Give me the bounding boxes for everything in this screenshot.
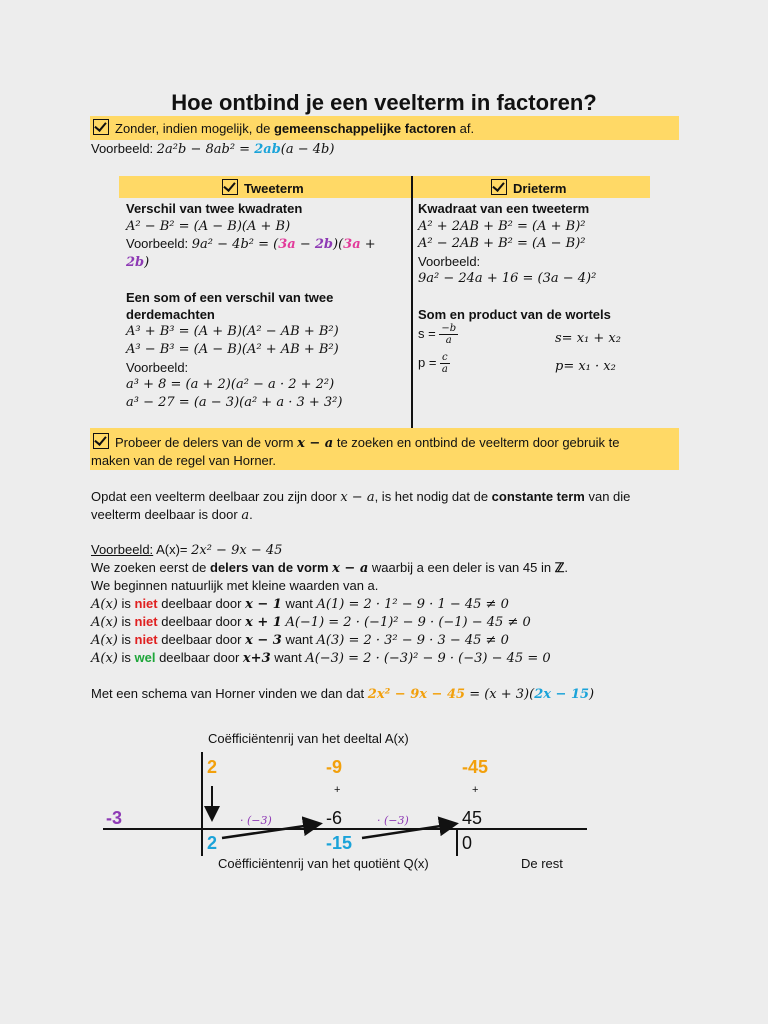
s-num: −b (441, 323, 457, 334)
example-label-underlined: Voorbeeld: (91, 542, 154, 557)
example-lhs: 2a²b − 8ab² = (156, 142, 255, 157)
left-ex-g: + (360, 237, 376, 252)
mul-label-1: · (−3) (240, 814, 272, 827)
left-heading-1: Verschil van twee kwadraten (126, 201, 303, 216)
row-ax: A(x) (91, 651, 118, 666)
row-calc: A(−1) = 2 · (−1)² − 9 · (−1) − 45 ≠ 0 (285, 615, 531, 630)
left-ex-f: 3a (343, 237, 361, 252)
horner-top-label: Coëfficiëntenrij van het deeltal A(x) (208, 731, 409, 746)
para-l1b: x − a (340, 490, 375, 505)
quot-2: -15 (326, 833, 353, 853)
right-ex-label: Voorbeeld: (418, 254, 481, 269)
horner-bottom-label: Coëfficiëntenrij van het quotiënt Q(x) (218, 856, 429, 871)
left-ex2-label: Voorbeeld: (126, 360, 189, 375)
plus-2: + (472, 784, 479, 796)
left-heading-2b: derdemachten (126, 307, 215, 322)
example-poly: 2x² − 9x − 45 (191, 543, 283, 558)
row-mid: deelbaar door (157, 596, 246, 611)
para-l1a: Opdat een veelterm deelbaar zou zijn door (91, 489, 341, 504)
row-want: want (281, 596, 317, 611)
row-divisor: x + 1 (245, 615, 282, 630)
left-ex-h: 2b (126, 255, 145, 270)
coef-2: -9 (326, 757, 343, 777)
row-tag: wel (134, 650, 156, 665)
horner-root: -3 (106, 808, 123, 828)
left-ex-d: 2b (314, 237, 333, 252)
row-calc: A(1) = 2 · 1² − 9 · 1 − 45 ≠ 0 (316, 597, 509, 612)
plus-1: + (334, 784, 341, 796)
left-ex-label: Voorbeeld: (126, 236, 192, 251)
left-ex2-1: a³ + 8 = (a + 2)(a² − a · 2 + 2²) (126, 377, 335, 392)
row-tag: niet (134, 596, 158, 611)
diag-arrow-1 (222, 824, 318, 838)
right-formula-1: A² + 2AB + B² = (A + B)² (418, 219, 586, 234)
p-label: p = (418, 354, 441, 370)
s-label: s = (418, 325, 440, 341)
row-ax: A(x) (91, 597, 118, 612)
coef-3: -45 (462, 757, 489, 777)
result-f: ) (589, 687, 595, 702)
step2-b: x − a (297, 436, 334, 451)
result-c: − 9x − 45 (390, 687, 466, 702)
right-heading-1: Kwadraat van een tweeterm (418, 201, 590, 216)
step2-a: Probeer de delers van de vorm (115, 435, 298, 450)
p-den: a (441, 364, 448, 375)
example-rest: (a − 4b) (280, 142, 335, 157)
result-b: 2x² (367, 687, 391, 702)
para-l2c: . (249, 507, 253, 522)
mul-1: -6 (326, 808, 343, 828)
page-title: Hoe ontbind je een veelterm in factoren? (171, 90, 597, 115)
ex-l2c: x − a (332, 561, 369, 576)
quot-1: 2 (207, 833, 218, 853)
row-ax: A(x) (91, 615, 118, 630)
left-ex2-2: a³ − 27 = (a − 3)(a² + a · 3 + 3²) (126, 395, 343, 410)
right-header-label: Drieterm (513, 181, 567, 196)
row-is: is (117, 614, 135, 629)
left-formula-3: A³ − B³ = (A − B)(A² + AB + B²) (126, 342, 339, 357)
left-formula-2: A³ + B³ = (A + B)(A² − AB + B²) (126, 324, 339, 339)
step1-bold: gemeenschappelijke factoren (273, 121, 457, 136)
row-mid: deelbaar door (155, 650, 243, 665)
example-line3: We beginnen natuurlijk met kleine waarden van a. (91, 578, 379, 593)
row-mid: deelbaar door (157, 632, 246, 647)
row-is: is (117, 632, 135, 647)
s-sum: s= x₁ + x₂ (555, 331, 621, 346)
left-ex-i: ) (144, 255, 150, 270)
right-example: 9a² − 24a + 16 = (3a − 4)² (418, 271, 597, 286)
result-a: Met een schema van Horner vinden we dan dat (91, 686, 368, 701)
ex-l2d: waarbij a een deler is van 45 in (368, 560, 555, 575)
row-is: is (117, 596, 135, 611)
step2-line2: maken van de regel van Horner. (91, 453, 276, 468)
row-calc: A(−3) = 2 · (−3)² − 9 · (−3) − 45 = 0 (305, 651, 551, 666)
left-formula-1: A² − B² = (A − B)(A + B) (126, 219, 291, 234)
ex-l2a: We zoeken eerst de (91, 560, 210, 575)
ex-l2f: . (564, 560, 569, 575)
row-want: want (270, 650, 306, 665)
result-e: 2x − 15 (534, 687, 590, 702)
right-heading-2: Som en product van de wortels (418, 307, 611, 322)
horner-rest-label: De rest (521, 856, 563, 871)
left-ex-c: − (295, 237, 315, 252)
ex-l2b: delers van de vorm (210, 560, 333, 575)
row-tag: niet (134, 632, 158, 647)
row-tag: niet (134, 614, 158, 629)
right-formula-2: A² − 2AB + B² = (A − B)² (418, 236, 586, 251)
para-l2b: a (241, 508, 250, 523)
row-divisor: x+3 (242, 651, 271, 666)
mul-label-2: · (−3) (377, 814, 409, 827)
row-calc: A(3) = 2 · 3² − 9 · 3 − 45 ≠ 0 (316, 633, 509, 648)
para-l2a: veelterm deelbaar is door (91, 507, 242, 522)
example-ax: A(x)= (153, 542, 192, 557)
left-header-label: Tweeterm (244, 181, 304, 196)
para-l1c: , is het nodig dat de (374, 489, 492, 504)
step1-pre: Zonder, indien mogelijk, de (115, 121, 274, 136)
row-divisor: x − 3 (245, 633, 282, 648)
step1-post: af. (456, 121, 475, 136)
ex-l2e: ℤ (554, 560, 565, 575)
diag-arrow-2 (362, 824, 454, 838)
left-ex-e: )( (333, 237, 344, 252)
row-mid: deelbaar door (157, 614, 246, 629)
s-den: a (445, 335, 452, 346)
mul-2: 45 (462, 808, 483, 828)
example-factor: 2ab (254, 142, 281, 157)
result-d: = (x + 3)( (465, 687, 535, 702)
left-ex-a: 9a² − 4b² = ( (191, 237, 279, 252)
para-l1d: constante term (491, 489, 585, 504)
p-product: p= x₁ · x₂ (555, 359, 616, 374)
row-ax: A(x) (91, 633, 118, 648)
para-l1e: van die (584, 489, 631, 504)
left-heading-2a: Een som of een verschil van twee (126, 290, 334, 305)
step2-c: te zoeken en ontbind de veelterm door gebruik te (333, 435, 620, 450)
coef-1: 2 (207, 757, 218, 777)
horner-rest: 0 (462, 833, 473, 853)
p-num: c (442, 352, 448, 363)
row-is: is (117, 650, 135, 665)
example-label: Voorbeeld: (91, 141, 157, 156)
row-want: want (281, 632, 317, 647)
row-divisor: x − 1 (245, 597, 282, 612)
left-ex-b: 3a (278, 237, 296, 252)
